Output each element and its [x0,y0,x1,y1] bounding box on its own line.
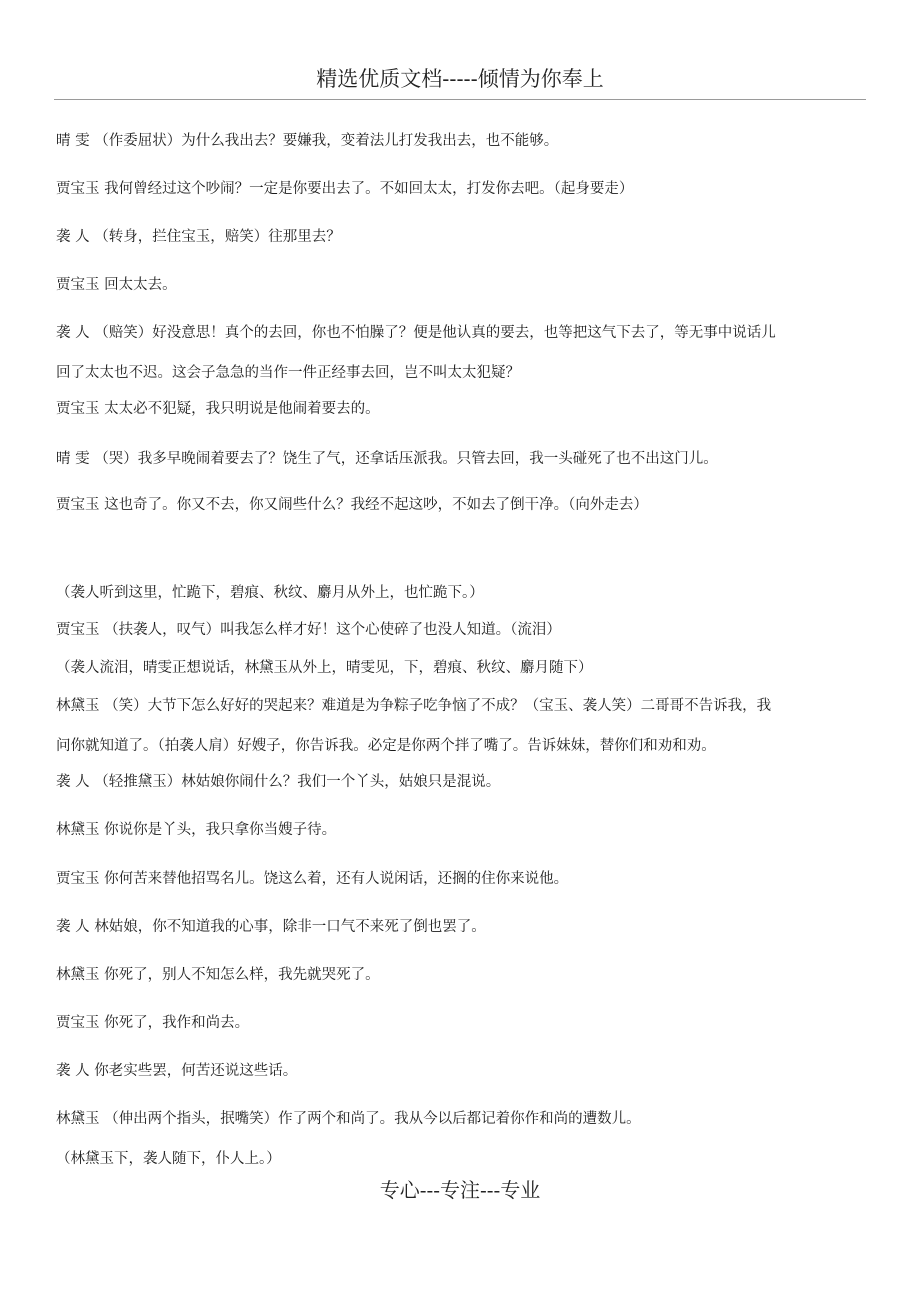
stage-direction: （袭人听到这里，忙跪下，碧痕、秋纹、麝月从外上，也忙跪下。） [56,585,484,601]
script-line: 贾宝玉 （扶袭人，叹气）叫我怎么样才好！这个心使碎了也没人知道。（流泪） [56,622,561,638]
script-line: 贾宝玉 你何苦来替他招骂名儿。饶这么着，还有人说闲话，还搁的住你来说他。 [56,871,569,887]
script-line: 晴 雯 （作委屈状）为什么我出去？要嫌我，变着法儿打发我出去，也不能够。 [56,133,559,149]
script-line: 贾宝玉 这也奇了。你又不去，你又闹些什么？我经不起这吵，不如去了倒干净。（向外走去） [56,497,648,513]
script-line: 袭 人 林姑娘，你不知道我的心事，除非一口气不来死了倒也罢了。 [56,919,486,935]
script-line: 林黛玉 你死了，别人不知怎么样，我先就哭死了。 [56,967,380,983]
script-line: 袭 人 （赔笑）好没意思！真个的去回，你也不怕臊了？便是他认真的要去，也等把这气下去了，等无事中说话儿 [56,325,776,341]
script-line: 贾宝玉 你死了，我作和尚去。 [56,1015,250,1031]
script-line: 问你就知道了。（拍袭人肩）好嫂子，你告诉我。必定是你两个拌了嘴了。告诉妹妹，替你们和劝和劝。 [56,738,716,754]
page-footer: 专心---专注---专业 [379,1178,541,1202]
script-line: 晴 雯 （哭）我多早晚闹着要去了？饶生了气，还拿话压派我。只管去回，我一头碰死了也不出这门儿。 [56,451,718,467]
script-line: 回了太太也不迟。这会子急急的当作一件正经事去回，岂不叫太太犯疑？ [56,365,520,381]
script-line: 贾宝玉 太太必不犯疑，我只明说是他闹着要去的。 [56,401,380,417]
script-line: 贾宝玉 回太太去。 [56,277,177,293]
script-line: 贾宝玉 我何曾经过这个吵闹？一定是你要出去了。不如回太太，打发你去吧。（起身要走） [56,181,634,197]
script-line: 袭 人 （转身，拦住宝玉，赔笑）往那里去？ [56,229,341,245]
page-header: 精选优质文档-----倾情为你奉上 [316,67,604,91]
script-line: 林黛玉 （笑）大节下怎么好好的哭起来？难道是为争粽子吃争恼了不成？（宝玉、袭人笑）二哥哥不告诉我，我 [56,698,772,714]
stage-direction: （林黛玉下，袭人随下，仆人上。） [56,1151,281,1167]
script-line: 袭 人 （轻推黛玉）林姑娘你闹什么？我们一个丫头，姑娘只是混说。 [56,774,501,790]
script-line: 林黛玉 （伸出两个指头，抿嘴笑）作了两个和尚了。我从今以后都记着你作和尚的遭数儿。 [56,1111,641,1127]
stage-direction: （袭人流泪，晴雯正想说话，林黛玉从外上，晴雯见，下，碧痕、秋纹、麝月随下） [56,660,593,676]
script-line: 袭 人 你老实些罢，何苦还说这些话。 [56,1063,298,1079]
header-divider [54,99,866,100]
script-line: 林黛玉 你说你是丫头，我只拿你当嫂子待。 [56,822,337,838]
